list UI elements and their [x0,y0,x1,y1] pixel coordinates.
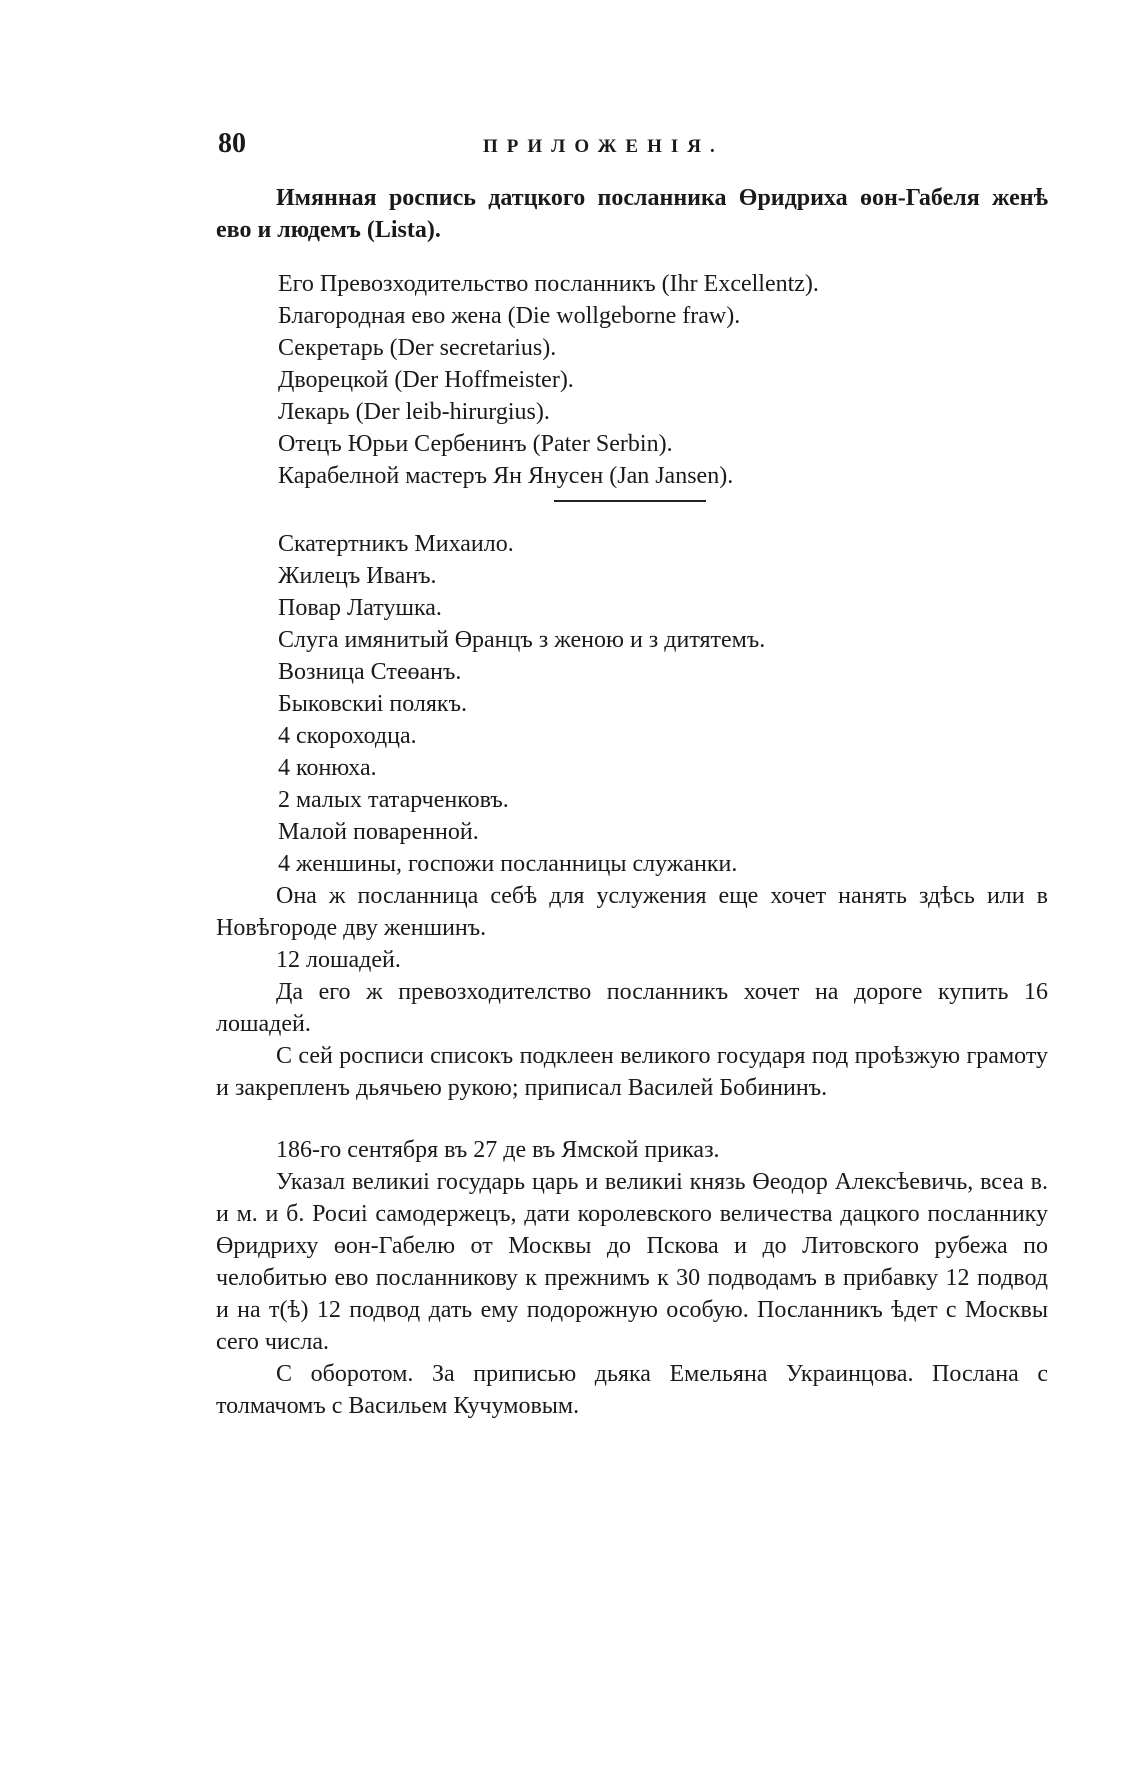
paragraph: Указал великиі государь царь и великиі князь Өеодор Алексѣевичь, всеа в. и м. и б. Росиі самодержецъ, дати королевского величества дацкого посланнику Өридриху өон-Габелю от Москвы до Пскова и до Литовского рубежа по челобитью ево посланникову к прежнимъ к 30 подводамъ в прибавку 12 подвод и на т(ѣ) 12 подвод дать ему подорожную особую. Посланникъ ѣдет с Москвы сего числа. [216,1169,1048,1355]
servant-item: 4 женшины, госпожи посланницы служанки. [278,851,738,877]
paragraph: 186-го сентября въ 27 де въ Ямской приказ. [276,1137,720,1163]
servants-list [216,528,1048,880]
spacer [216,502,1048,528]
page-number: 80 [218,128,246,159]
servant-item: Повар Латушка. [278,595,442,621]
document-body [216,182,1048,1422]
retinue-item: Карабелной мастеръ Ян Янусен (Jan Jansen). [278,463,734,489]
servant-item: Скатертникъ Михаило. [278,531,514,557]
servant-item: 4 скороходца. [278,723,417,749]
servant-item: Слуга имянитый Өранцъ з женою и з дитятемъ. [278,627,766,653]
servant-item: 4 конюха. [278,755,377,781]
retinue-item: Лекарь (Der leib-hirurgius). [278,399,550,425]
title-paragraph: Имянная роспись датцкого посланника Өридриха өон-Габеля женѣ ево и людемъ (Lista). [216,185,1048,243]
retinue-item: Благородная ево жена (Die wollgeborne fraw). [278,303,741,329]
spacer [216,1104,1048,1134]
paragraph: 12 лошадей. [276,947,401,973]
retinue-list [216,268,1048,492]
paragraph: С оборотом. За приписью дьяка Емельяна Украинцова. Послана с толмачомъ с Васильем Кучумовым. [216,1361,1048,1419]
servant-item: Жилецъ Иванъ. [278,563,437,589]
spacer [216,246,1048,268]
paragraph: Она ж посланница себѣ для услужения еще хочет нанять здѣсь или в Новѣгороде дву женшинъ. [216,883,1048,941]
retinue-item: Отецъ Юрьи Сербенинъ (Pater Serbin). [278,431,673,457]
servant-item: Возница Стеөанъ. [278,659,462,685]
running-head: ПРИЛОЖЕНІЯ. [483,136,724,157]
servant-item: 2 малых татарченковъ. [278,787,509,813]
page-header [218,128,1038,168]
servant-item: Малой поваренной. [278,819,479,845]
retinue-item: Секретарь (Der secretarius). [278,335,557,361]
paragraph: Да его ж превозходителство посланникъ хочет на дороге купить 16 лошадей. [216,979,1048,1037]
retinue-item: Его Превозходительство посланникъ (Ihr Excellentz). [278,271,819,297]
retinue-item: Дворецкой (Der Hoffmeister). [278,367,574,393]
paragraph: С сей росписи списокъ подклеен великого государя под проѣзжую грамоту и закрепленъ дьячьею рукою; приписал Василей Бобининъ. [216,1043,1048,1101]
servant-item: Быковскиі полякъ. [278,691,467,717]
